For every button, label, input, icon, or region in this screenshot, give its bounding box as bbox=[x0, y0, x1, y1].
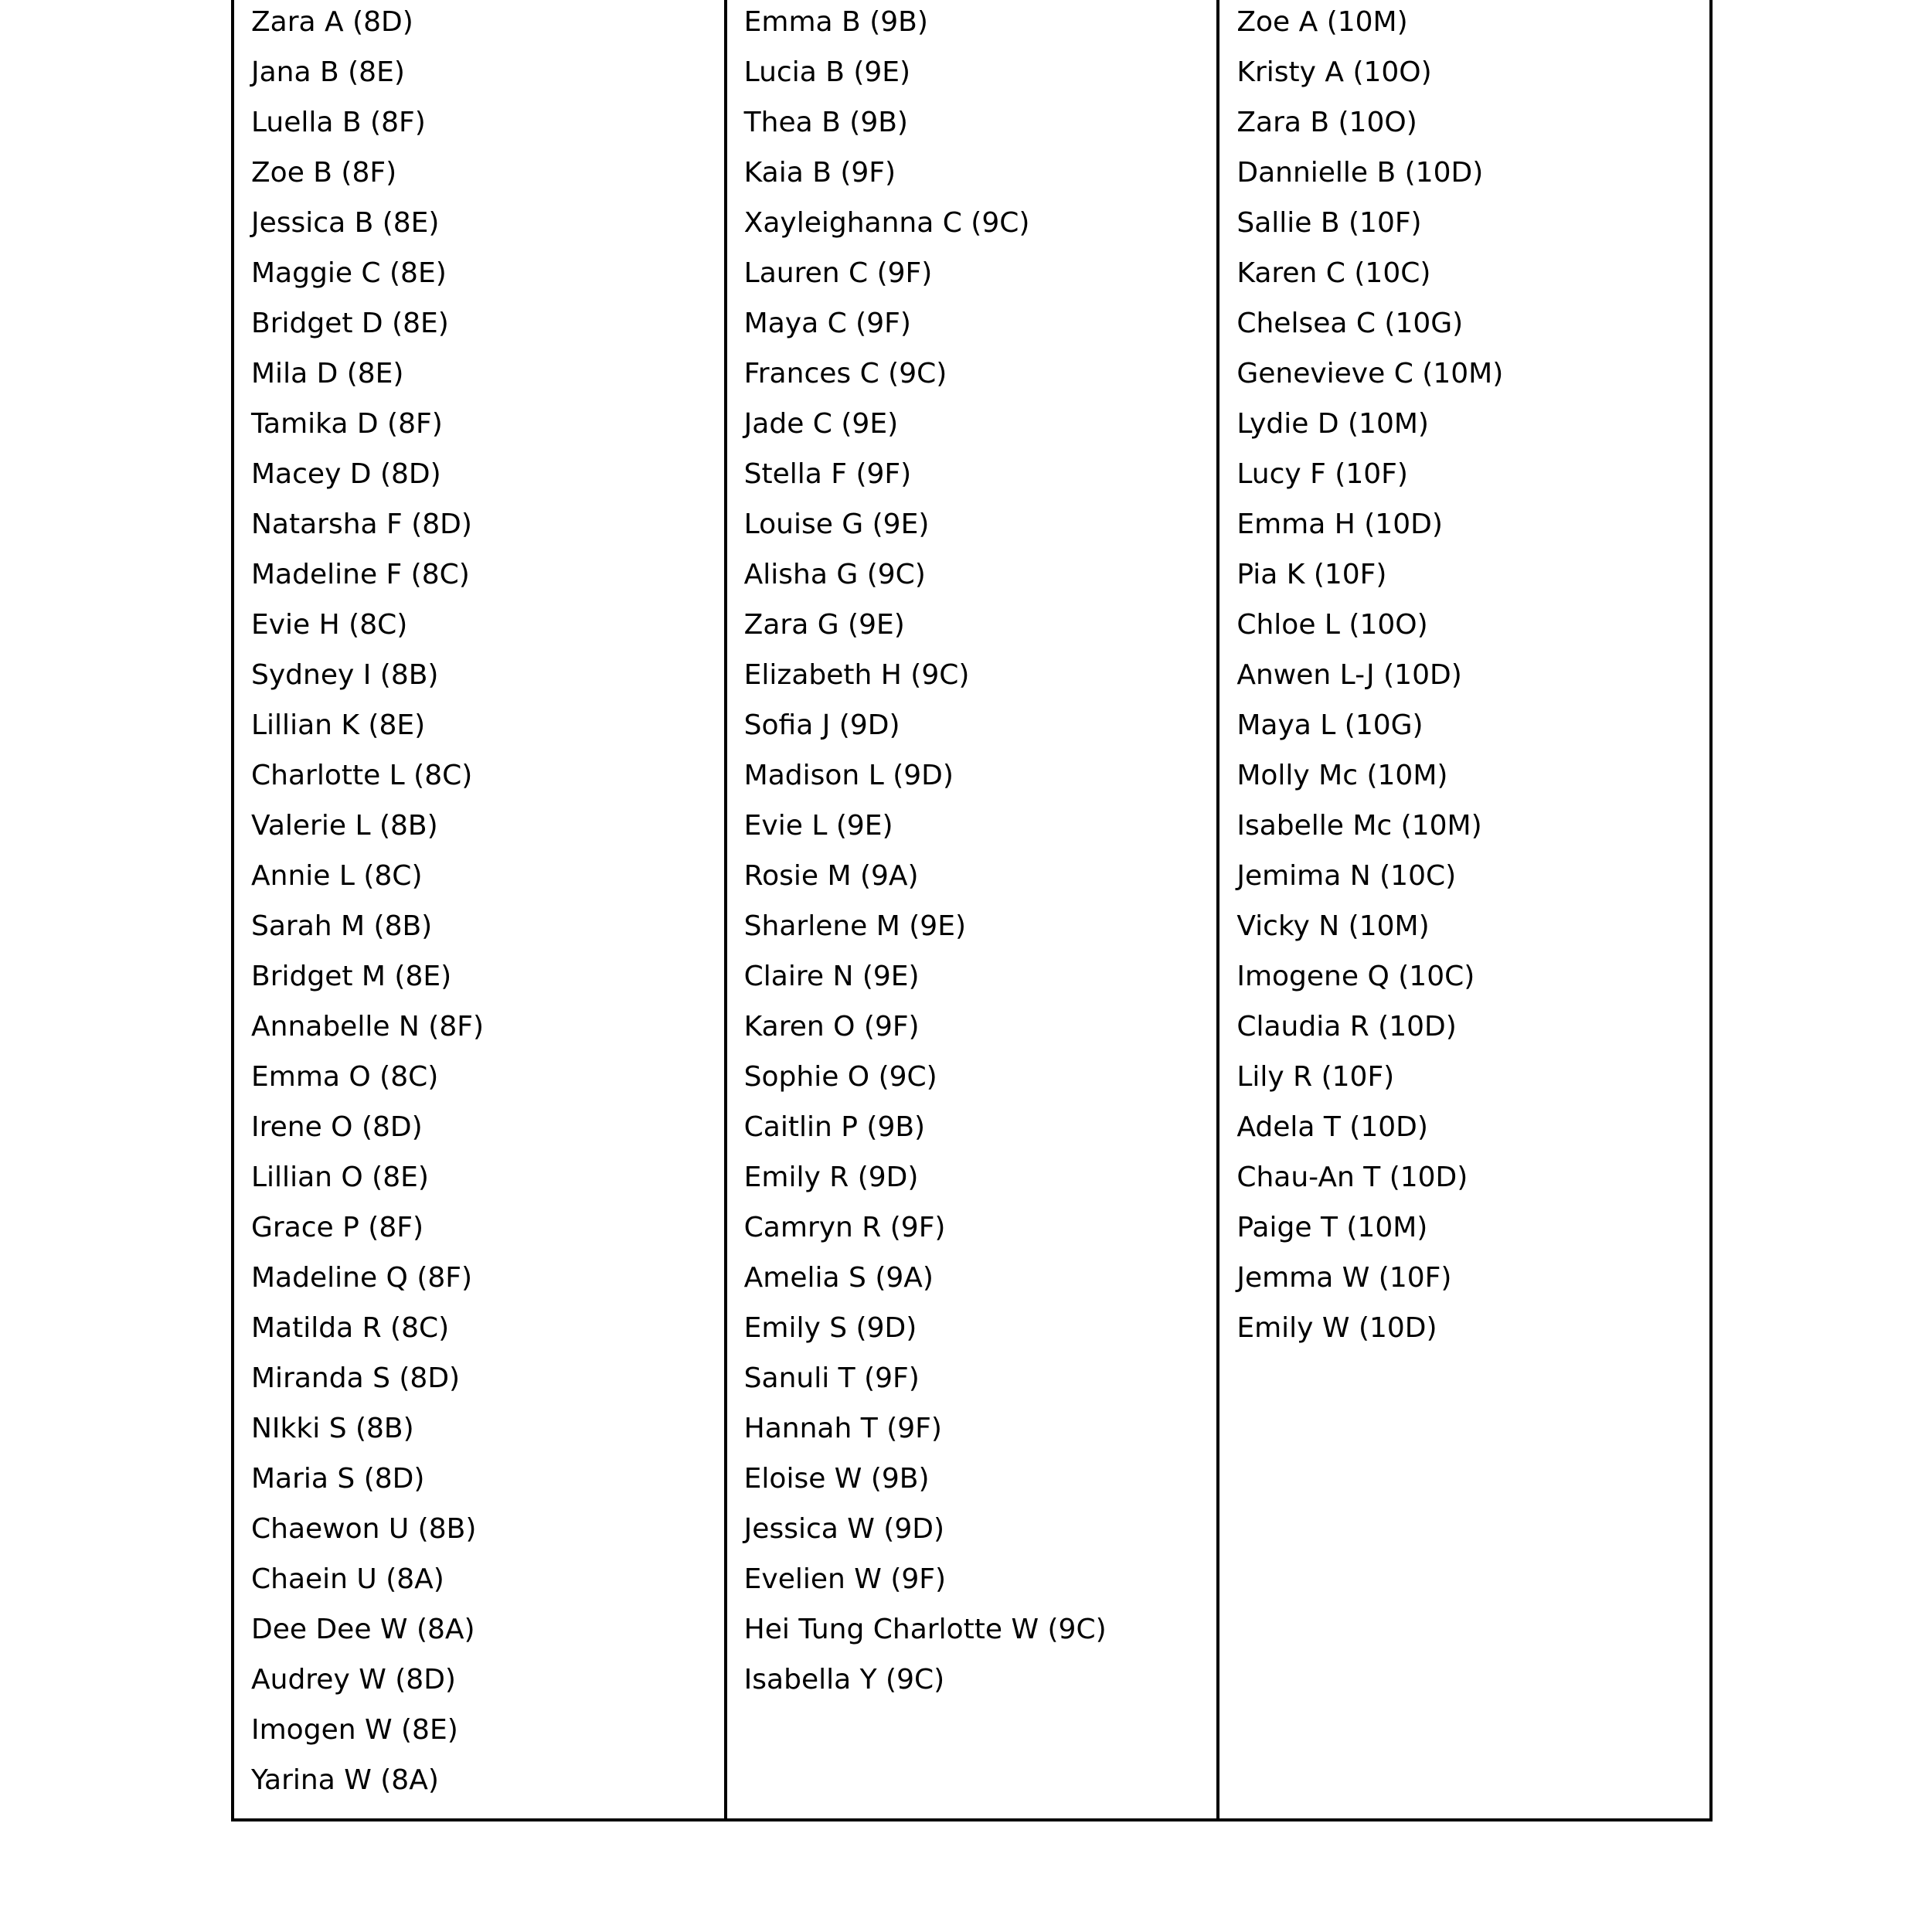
column-year-8 bbox=[234, 0, 724, 1818]
list-item: Lily R (10F) bbox=[1236, 1061, 1395, 1093]
list-item: Chaewon U (8B) bbox=[251, 1513, 477, 1545]
list-item: Evie L (9E) bbox=[743, 810, 893, 842]
list-item: Luella B (8F) bbox=[251, 107, 426, 138]
list-item: Lillian K (8E) bbox=[251, 709, 426, 741]
list-item: Irene O (8D) bbox=[251, 1111, 423, 1143]
list-item: Sanuli T (9F) bbox=[743, 1362, 920, 1394]
list-item: Kaia B (9F) bbox=[743, 157, 896, 189]
list-item: Charlotte L (8C) bbox=[251, 760, 473, 791]
list-item: Annie L (8C) bbox=[251, 860, 423, 892]
list-item: Genevieve C (10M) bbox=[1236, 358, 1504, 389]
column-year-10 bbox=[1216, 0, 1709, 1818]
list-item: Lydie D (10M) bbox=[1236, 408, 1429, 440]
list-item: Chaein U (8A) bbox=[251, 1563, 444, 1595]
list-item: Imogen W (8E) bbox=[251, 1714, 458, 1746]
list-item: Jana B (8E) bbox=[251, 56, 405, 88]
list-item: Jade C (9E) bbox=[743, 408, 899, 440]
list-item: Macey D (8D) bbox=[251, 458, 441, 490]
list-item: Karen C (10C) bbox=[1236, 257, 1431, 289]
list-item: Pia K (10F) bbox=[1236, 559, 1387, 590]
list-item: Annabelle N (8F) bbox=[251, 1011, 484, 1043]
list-item: Hannah T (9F) bbox=[743, 1413, 942, 1444]
list-item: Claire N (9E) bbox=[743, 961, 920, 992]
list-item: Molly Mc (10M) bbox=[1236, 760, 1448, 791]
list-item: Grace P (8F) bbox=[251, 1212, 423, 1243]
list-item: Chelsea C (10G) bbox=[1236, 308, 1464, 339]
list-item: Paige T (10M) bbox=[1236, 1212, 1428, 1243]
list-item: Emily R (9D) bbox=[743, 1162, 919, 1193]
list-item: Imogene Q (10C) bbox=[1236, 961, 1475, 992]
list-item: NIkki S (8B) bbox=[251, 1413, 414, 1444]
list-item: Zara G (9E) bbox=[743, 609, 905, 641]
list-item: Vicky N (10M) bbox=[1236, 910, 1430, 942]
list-item: Maya C (9F) bbox=[743, 308, 911, 339]
list-item: Adela T (10D) bbox=[1236, 1111, 1428, 1143]
list-item: Frances C (9C) bbox=[743, 358, 947, 389]
name-table bbox=[231, 0, 1713, 1821]
list-item: Xayleighanna C (9C) bbox=[743, 207, 1030, 239]
list-item: Zoe A (10M) bbox=[1236, 6, 1408, 38]
list-item: Isabelle Mc (10M) bbox=[1236, 810, 1482, 842]
list-item: Camryn R (9F) bbox=[743, 1212, 946, 1243]
list-item: Sydney I (8B) bbox=[251, 659, 439, 691]
list-item: Yarina W (8A) bbox=[251, 1764, 439, 1796]
column-year-9 bbox=[724, 0, 1217, 1818]
list-item: Sarah M (8B) bbox=[251, 910, 433, 942]
list-item: Bridget M (8E) bbox=[251, 961, 452, 992]
list-item: Zoe B (8F) bbox=[251, 157, 397, 189]
list-item: Madeline Q (8F) bbox=[251, 1262, 473, 1294]
list-item: Eloise W (9B) bbox=[743, 1463, 930, 1495]
list-item: Maggie C (8E) bbox=[251, 257, 447, 289]
list-item: Alisha G (9C) bbox=[743, 559, 926, 590]
list-item: Stella F (9F) bbox=[743, 458, 912, 490]
list-item: Madeline F (8C) bbox=[251, 559, 470, 590]
list-item: Maria S (8D) bbox=[251, 1463, 425, 1495]
list-item: Louise G (9E) bbox=[743, 509, 930, 540]
list-item: Hei Tung Charlotte W (9C) bbox=[743, 1614, 1107, 1645]
list-item: Caitlin P (9B) bbox=[743, 1111, 926, 1143]
list-item: Zara B (10O) bbox=[1236, 107, 1417, 138]
list-item: Jessica W (9D) bbox=[743, 1513, 945, 1545]
list-item: Sophie O (9C) bbox=[743, 1061, 937, 1093]
list-item: Emma H (10D) bbox=[1236, 509, 1443, 540]
list-item: Lauren C (9F) bbox=[743, 257, 933, 289]
list-item: Madison L (9D) bbox=[743, 760, 954, 791]
list-item: Lucia B (9E) bbox=[743, 56, 911, 88]
list-item: Sharlene M (9E) bbox=[743, 910, 967, 942]
list-item: Dee Dee W (8A) bbox=[251, 1614, 475, 1645]
list-item: Chloe L (10O) bbox=[1236, 609, 1428, 641]
list-item: Evelien W (9F) bbox=[743, 1563, 947, 1595]
list-item: Claudia R (10D) bbox=[1236, 1011, 1457, 1043]
list-item: Mila D (8E) bbox=[251, 358, 404, 389]
list-item: Emma B (9B) bbox=[743, 6, 928, 38]
list-item: Matilda R (8C) bbox=[251, 1312, 450, 1344]
list-item: Elizabeth H (9C) bbox=[743, 659, 970, 691]
list-item: Dannielle B (10D) bbox=[1236, 157, 1484, 189]
list-item: Zara A (8D) bbox=[251, 6, 413, 38]
list-item: Kristy A (10O) bbox=[1236, 56, 1432, 88]
list-item: Jemima N (10C) bbox=[1236, 860, 1457, 892]
list-item: Emily S (9D) bbox=[743, 1312, 917, 1344]
list-item: Anwen L-J (10D) bbox=[1236, 659, 1462, 691]
list-item: Natarsha F (8D) bbox=[251, 509, 472, 540]
list-item: Miranda S (8D) bbox=[251, 1362, 461, 1394]
list-item: Tamika D (8F) bbox=[251, 408, 443, 440]
list-item: Jessica B (8E) bbox=[251, 207, 440, 239]
list-item: Chau-An T (10D) bbox=[1236, 1162, 1468, 1193]
list-item: Maya L (10G) bbox=[1236, 709, 1423, 741]
list-item: Lillian O (8E) bbox=[251, 1162, 429, 1193]
list-item: Audrey W (8D) bbox=[251, 1664, 456, 1696]
list-item: Bridget D (8E) bbox=[251, 308, 449, 339]
list-item: Isabella Y (9C) bbox=[743, 1664, 945, 1696]
list-item: Lucy F (10F) bbox=[1236, 458, 1408, 490]
list-item: Valerie L (8B) bbox=[251, 810, 438, 842]
list-item: Karen O (9F) bbox=[743, 1011, 920, 1043]
list-item: Emma O (8C) bbox=[251, 1061, 439, 1093]
list-item: Jemma W (10F) bbox=[1236, 1262, 1452, 1294]
list-item: Sallie B (10F) bbox=[1236, 207, 1422, 239]
list-item: Sofia J (9D) bbox=[743, 709, 900, 741]
list-item: Thea B (9B) bbox=[743, 107, 908, 138]
list-item: Evie H (8C) bbox=[251, 609, 408, 641]
list-item: Amelia S (9A) bbox=[743, 1262, 934, 1294]
list-item: Emily W (10D) bbox=[1236, 1312, 1437, 1344]
list-item: Rosie M (9A) bbox=[743, 860, 919, 892]
